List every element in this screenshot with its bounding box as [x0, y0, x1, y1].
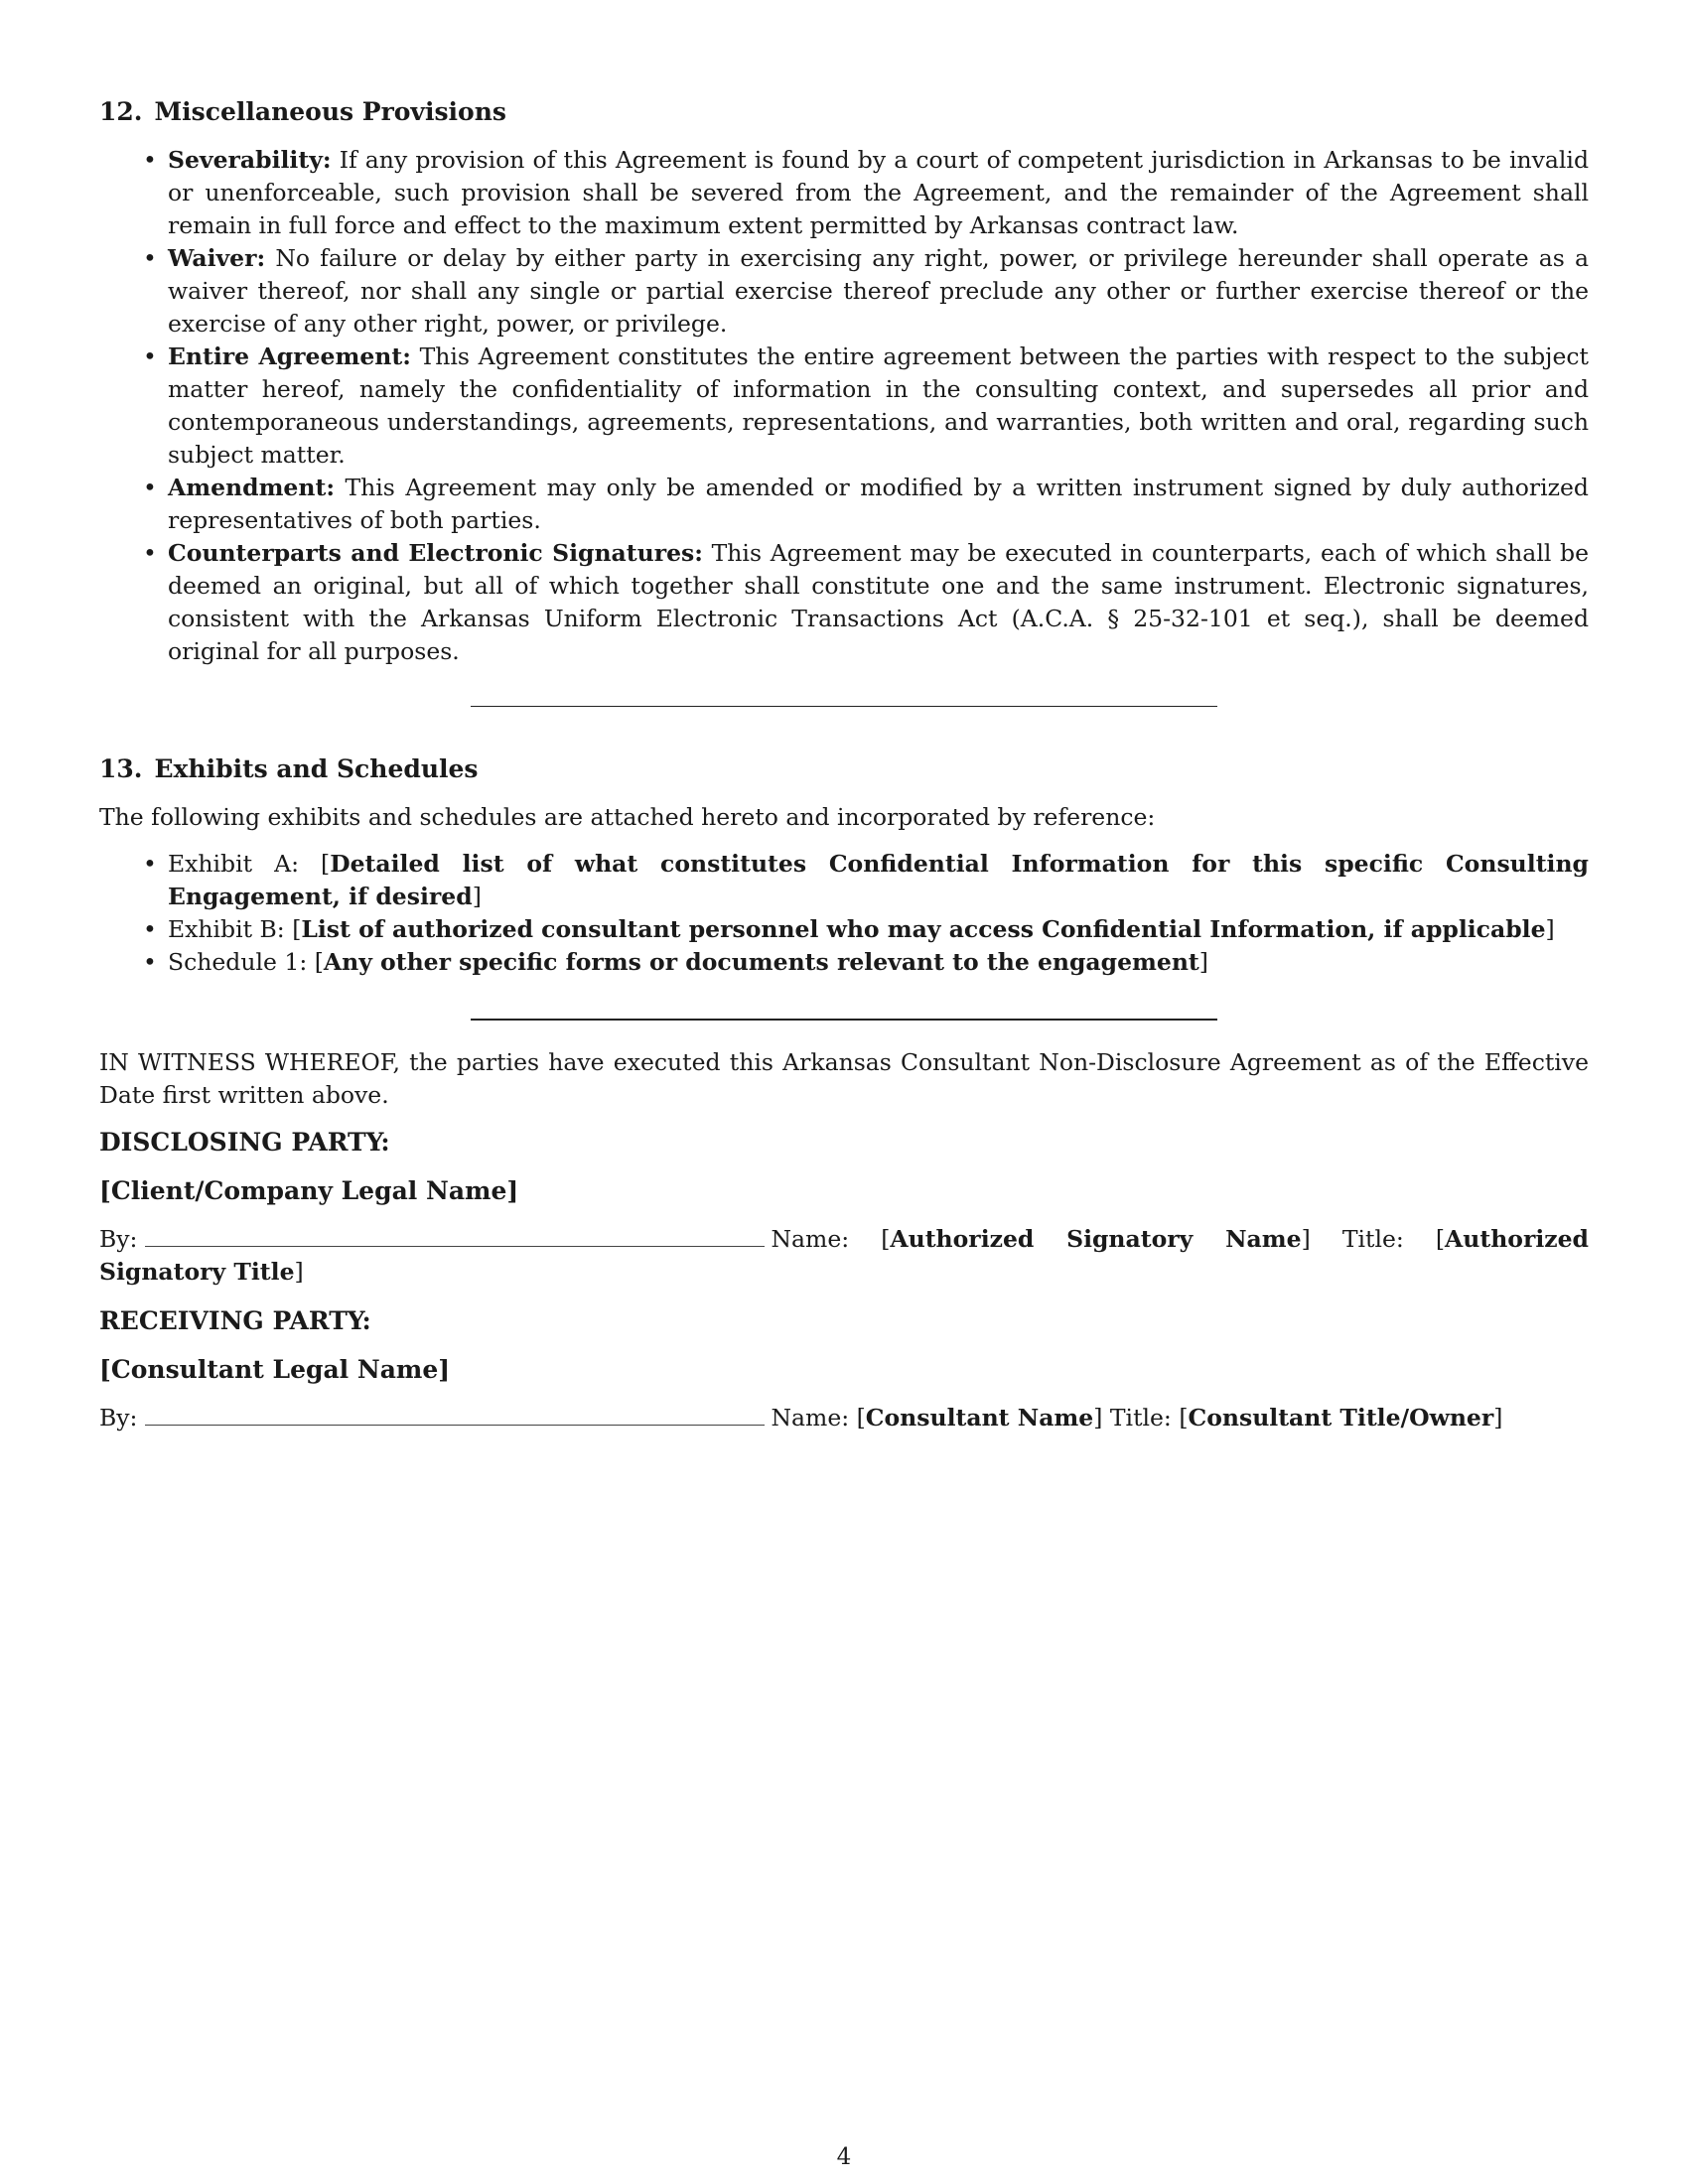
list-item-counterparts [143, 537, 1589, 668]
bullet-icon: • [143, 539, 157, 567]
receiving-party-legal-name: [Consultant Legal Name] [99, 1355, 451, 1384]
bullet-icon: • [143, 244, 157, 272]
list-item-schedule-1: • Schedule 1: [Any other specific forms or documents relevant to the engagement] [168, 946, 1589, 979]
signature-line [145, 1403, 765, 1426]
by-label: By: [99, 1404, 138, 1432]
section-12-number: 12. [99, 97, 143, 126]
list-item-exhibit-b: • Exhibit B: [List of authorized consultant personnel who may access Confidential Information, if applicable] [168, 913, 1589, 946]
bullet-icon: • [143, 146, 157, 174]
disclosing-party-legal-name: [Client/Company Legal Name] [99, 1176, 519, 1205]
provision-text: No failure or delay by either party in exercising any right, power, or privilege hereunder shall operate as a waiver thereof, nor shall any single or partial exercise thereof preclude any other or further exercise thereof or the exercise of any other right, power, or privilege. [168, 244, 1589, 338]
section-12-heading [99, 95, 1589, 128]
signatory-name: Authorized Signatory Name [890, 1225, 1302, 1253]
provision-term: Waiver: [168, 244, 266, 272]
exhibit-label: Exhibit A: [168, 850, 299, 878]
consultant-title: Consultant Title/Owner [1188, 1404, 1494, 1432]
provision-term: Severability: [168, 146, 332, 174]
provision-text: This Agreement may be executed in counterparts, each of which shall be deemed an original, but all of which together shall constitute one and the same instrument. Electronic signatures, consistent with the Arkansas Uniform Electronic Transactions Act (A.C.A. § 25-32-101 et seq.), shall be deemed original for all purposes. [168, 539, 1589, 665]
provision-term: Entire Agreement: [168, 342, 411, 370]
section-13-number: 13. [99, 754, 143, 783]
section-divider [471, 706, 1217, 707]
title-label: Title: [1341, 1225, 1404, 1253]
list-item-exhibit-a: • Exhibit A: [Detailed list of what constitutes Confidential Information for this specific Consulting Engagement, if desired] [143, 850, 1589, 910]
list-item-entire-agreement [143, 341, 1589, 472]
section-divider [471, 1019, 1217, 1021]
bullet-icon: • [143, 474, 157, 501]
provision-text: This Agreement constitutes the entire agreement between the parties with respect to the subject matter hereof, namely the confidentiality of information in the consulting context, and supersedes all prior and contemporaneous understandings, agreements, representations, and warranties, both written and oral, regarding such subject matter. [168, 342, 1589, 469]
exhibit-label: Schedule 1: [168, 948, 308, 976]
section-13-title: Exhibits and Schedules [154, 754, 479, 783]
title-label: Title: [1109, 1404, 1172, 1432]
consultant-name: Consultant Name [865, 1404, 1094, 1432]
receiving-party-heading: RECEIVING PARTY: [99, 1306, 371, 1335]
provision-term: Amendment: [168, 474, 335, 501]
receiving-signature-block: By: Name: [Consultant Name] Title: [Consultant Title/Owner] [99, 1404, 1503, 1432]
signature-line [145, 1224, 765, 1247]
list-item-waiver [143, 242, 1589, 341]
by-label: By: [99, 1225, 138, 1253]
provision-text: If any provision of this Agreement is found by a court of competent jurisdiction in Arkansas to be invalid or unenforceable, such provision shall be severed from the Agreement, and the remainder of the Agreement shall remain in full force and effect to the maximum extent permitted by Arkansas contract law. [168, 146, 1589, 239]
name-label: Name: [771, 1225, 850, 1253]
bullet-icon: • [143, 948, 157, 976]
exhibit-label: Exhibit B: [168, 915, 285, 943]
disclosing-signature-block: By: Name: [Authorized Signatory Name] Title: [Authorized Signatory Title] [99, 1225, 1589, 1286]
witness-clause: IN WITNESS WHEREOF, the parties have executed this Arkansas Consultant Non-Disclosure Agreement as of the Effective Date first written above. [99, 1048, 1589, 1109]
exhibit-placeholder: List of authorized consultant personnel who may access Confidential Information, if applicable [301, 915, 1546, 943]
bullet-icon: • [143, 850, 157, 878]
exhibits-list [99, 848, 1589, 979]
section-12-title: Miscellaneous Provisions [154, 97, 506, 126]
exhibit-placeholder: Any other specific forms or documents relevant to the engagement [323, 948, 1199, 976]
provision-term: Counterparts and Electronic Signatures: [168, 539, 703, 567]
bullet-icon: • [143, 342, 157, 370]
disclosing-party-heading: DISCLOSING PARTY: [99, 1128, 390, 1157]
provision-text: This Agreement may only be amended or modified by a written instrument signed by duly authorized representatives of both parties. [168, 474, 1589, 534]
name-label: Name: [771, 1404, 850, 1432]
page-number: 4 [836, 2144, 852, 2170]
document-page [99, 95, 1589, 1434]
bullet-icon: • [143, 915, 157, 943]
exhibits-intro: The following exhibits and schedules are attached hereto and incorporated by reference: [99, 803, 1156, 831]
list-item-amendment [143, 472, 1589, 537]
signatory-title: Authorized Signatory Title [99, 1225, 1589, 1286]
list-item-severability [143, 144, 1589, 242]
miscellaneous-provisions-list [99, 144, 1589, 668]
section-13-heading [99, 752, 1589, 785]
exhibit-placeholder: Detailed list of what constitutes Confidential Information for this specific Consulting Engagement, if desired [168, 850, 1589, 910]
